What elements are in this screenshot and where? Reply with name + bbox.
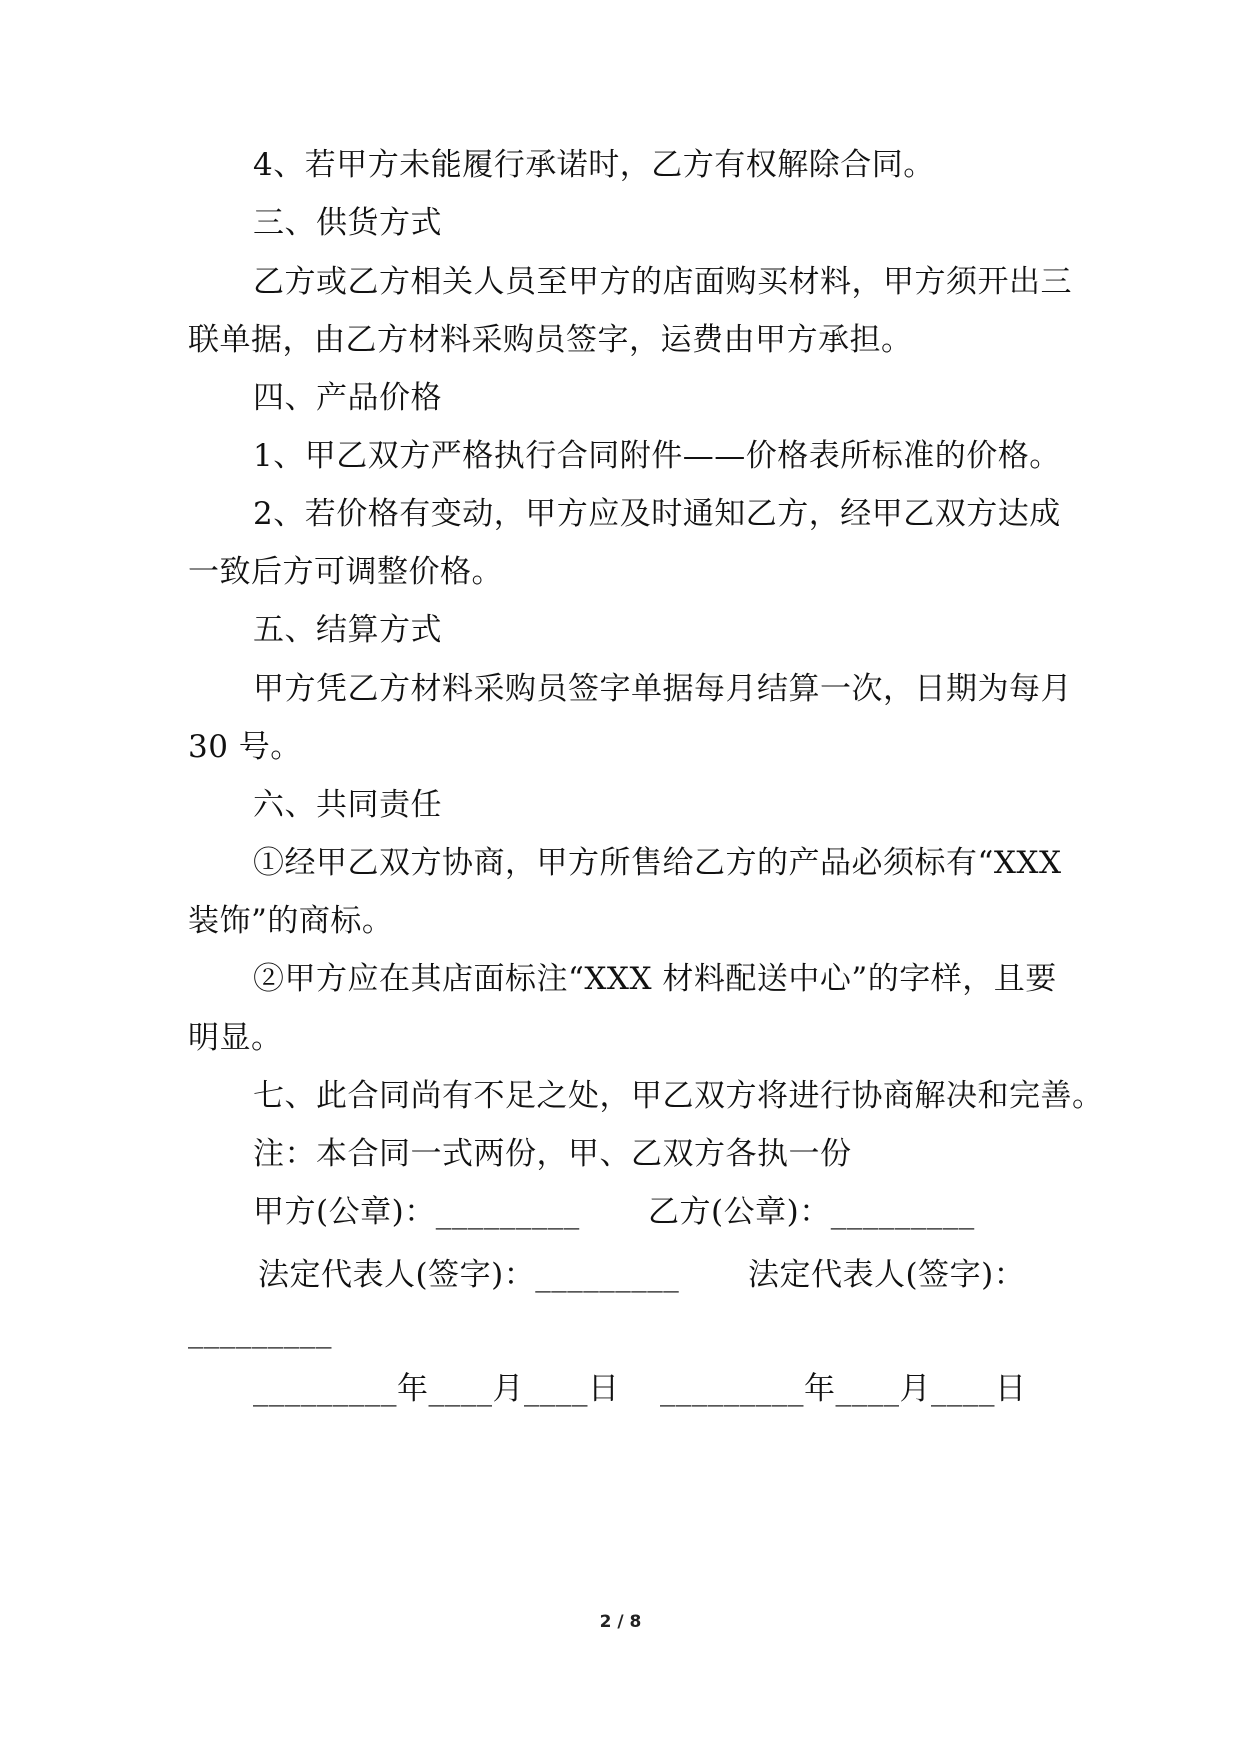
party-b-date-field: _________年____月____日 bbox=[660, 1371, 1027, 1407]
section-3-body-line-2: 联单据，由乙方材料采购员签字，运费由甲方承担。 bbox=[188, 322, 913, 358]
section-4-item-2-line-2: 一致后方可调整价格。 bbox=[188, 554, 503, 590]
page-number: 2 / 8 bbox=[599, 1612, 642, 1632]
section-3-heading: 三、供货方式 bbox=[253, 205, 442, 241]
party-a-representative-field: 法定代表人(签字)：_________ bbox=[258, 1257, 680, 1293]
section-5-body-line-2: 30 号。 bbox=[188, 729, 302, 765]
section-4-item-1: 1、甲乙双方严格执行合同附件——价格表所标准的价格。 bbox=[253, 438, 1061, 474]
section-5-heading: 五、结算方式 bbox=[253, 612, 442, 648]
section-6-item-1-line-1: ①经甲乙双方协商，甲方所售给乙方的产品必须标有“XXX bbox=[253, 845, 1062, 881]
party-a-seal-field: 甲方(公章)：_________ bbox=[253, 1194, 580, 1230]
section-6-item-1-line-2: 装饰”的商标。 bbox=[188, 903, 394, 939]
section-4-heading: 四、产品价格 bbox=[253, 380, 442, 416]
section-3-body-line-1: 乙方或乙方相关人员至甲方的店面购买材料，甲方须开出三 bbox=[253, 264, 1072, 300]
party-b-seal-field: 乙方(公章)：_________ bbox=[648, 1194, 975, 1230]
clause-4-line: 4、若甲方未能履行承诺时，乙方有权解除合同。 bbox=[253, 147, 935, 183]
section-6-heading: 六、共同责任 bbox=[253, 787, 442, 823]
section-6-item-2-line-2: 明显。 bbox=[188, 1020, 283, 1056]
section-5-body-line-1: 甲方凭乙方材料采购员签字单据每月结算一次，日期为每月 bbox=[253, 671, 1072, 707]
note-line: 注：本合同一式两份，甲、乙双方各执一份 bbox=[253, 1136, 852, 1172]
party-b-representative-blank: _________ bbox=[188, 1313, 332, 1349]
section-4-item-2-line-1: 2、若价格有变动，甲方应及时通知乙方，经甲乙双方达成 bbox=[253, 496, 1061, 532]
party-b-representative-label: 法定代表人(签字)： bbox=[748, 1257, 1026, 1293]
section-7-line: 七、此合同尚有不足之处，甲乙双方将进行协商解决和完善。 bbox=[253, 1078, 1104, 1114]
party-a-date-field: _________年____月____日 bbox=[253, 1371, 620, 1407]
section-6-item-2-line-1: ②甲方应在其店面标注“XXX 材料配送中心”的字样，且要 bbox=[253, 961, 1057, 997]
